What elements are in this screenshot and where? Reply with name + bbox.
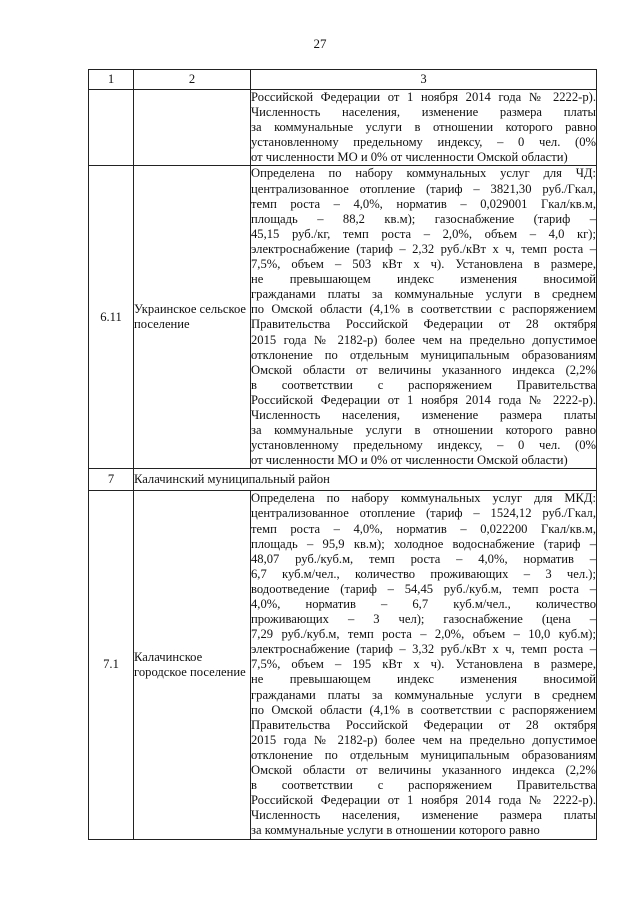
table-row (89, 491, 597, 839)
description-line: 45,15 руб./кг, темп роста – 2,0%, объем – 4,0 кг); (251, 226, 596, 241)
table-body (89, 70, 597, 840)
description-line: площадь – 95,9 кв.м); холодное водоснабжение (тариф – (251, 536, 596, 551)
description-line: Правительства Российской Федерации от 28 октября (251, 317, 596, 332)
section-number: 7 (89, 469, 134, 491)
description-line: Численность населения, изменение размера платы (251, 407, 596, 422)
description-line: 7,5%, объем – 195 кВт х ч). Установлена в размере, (251, 657, 596, 672)
description-line: электроснабжение (тариф – 2,32 руб./кВт х ч, темп роста – (251, 241, 596, 256)
description-line: Определена по набору коммунальных услуг для МКД: (251, 491, 596, 506)
description-line: Российской Федерации от 1 ноября 2014 года № 2222-р). (251, 392, 596, 407)
description-line: от численности МО и 0% от численности Омской области) (251, 150, 568, 165)
header-col-2: 2 (134, 70, 251, 90)
description-line: отклонение по отдельным муниципальным образованиям (251, 347, 596, 362)
description-line: Омской области от величины указанного индекса (2,2% (251, 362, 596, 377)
description-line: Численность населения, изменение размера платы (251, 105, 596, 120)
table-row (89, 90, 597, 166)
description-line: за коммунальные услуги в отношении которого равно (251, 423, 596, 438)
description-line: установленному предельному индексу, – 0 чел. (0% (251, 135, 596, 150)
row-number (89, 90, 134, 166)
description-line: за коммунальные услуги в отношении которого равно (251, 120, 596, 135)
description-line: в соответствии с распоряжением Правительства (251, 377, 596, 392)
description-line: отклонение по отдельным муниципальным образованиям (251, 747, 596, 762)
table-row (89, 166, 597, 469)
row-number: 6.11 (89, 166, 134, 469)
description-line: 7,29 руб./куб.м, темп роста – 2,0%, объем – 10,0 куб.м); (251, 627, 596, 642)
description-line: не превышающем индекс изменения вносимой (251, 272, 596, 287)
description-line: по Омской области (4,1% в соответствии с распоряжением (251, 302, 596, 317)
description-cell (251, 90, 597, 166)
description-cell (251, 166, 597, 469)
section-title: Калачинский муниципальный район (134, 469, 597, 491)
description-line: Определена по набору коммунальных услуг для ЧД: (251, 166, 596, 181)
description-line: электроснабжение (тариф – 3,32 руб./кВт х ч, темп роста – (251, 642, 596, 657)
description-line: 4,0%, норматив – 6,7 куб.м/чел., количество (251, 597, 596, 611)
description-line: от численности МО и 0% от численности Омской области) (251, 453, 568, 468)
description-line: 7,5%, объем – 503 кВт х ч). Установлена в размере, (251, 257, 596, 272)
description-line: Омской области от величины указанного индекса (2,2% (251, 763, 596, 778)
description-line: гражданами платы за коммунальные услуги в среднем (251, 687, 596, 702)
description-line: централизованное отопление (тариф – 1524,12 руб./Гкал, (251, 506, 596, 521)
description-line: водоотведение (тариф – 54,45 руб./куб.м, темп роста – (251, 581, 596, 596)
description-line: гражданами платы за коммунальные услуги в среднем (251, 287, 596, 302)
description-line: Российской Федерации от 1 ноября 2014 года № 2222-р). (251, 793, 596, 808)
description-line: централизованное отопление (тариф – 3821,30 руб./Гкал, (251, 181, 596, 196)
description-line: 48,07 руб./куб.м, темп роста – 4,0%, норматив – (251, 551, 596, 566)
municipality-name: Калачинское городское поселение (134, 491, 251, 839)
municipality-name: Украинское сельское поселение (134, 166, 251, 469)
table-header-row (89, 70, 597, 90)
description-line: 2015 года № 2182-р) более чем на предельно допустимое (251, 732, 596, 747)
description-line: не превышающем индекс изменения вносимой (251, 672, 596, 687)
description-line: 6,7 куб.м/чел., количество проживающих – 3 чел.); (251, 566, 596, 581)
section-row (89, 469, 597, 491)
description-line: за коммунальные услуги в отношении которого равно (251, 823, 540, 838)
description-line: темп роста – 4,0%, норматив – 0,029001 Гкал/кв.м, (251, 196, 596, 211)
description-line: в соответствии с распоряжением Правительства (251, 778, 596, 793)
description-line: проживающих – 3 чел); газоснабжение (цена – (251, 612, 596, 627)
description-line: установленному предельному индексу, – 0 чел. (0% (251, 438, 596, 453)
description-line: площадь – 88,2 кв.м); газоснабжение (тариф – (251, 211, 596, 226)
description-line: 2015 года № 2182-р) более чем на предельно допустимое (251, 332, 596, 347)
description-line: Российской Федерации от 1 ноября 2014 года № 2222-р). (251, 90, 596, 104)
description-cell (251, 491, 597, 839)
document-table (88, 69, 597, 840)
description-line: Правительства Российской Федерации от 28 октября (251, 717, 596, 732)
row-number: 7.1 (89, 491, 134, 839)
header-col-1: 1 (89, 70, 134, 90)
description-line: Численность населения, изменение размера платы (251, 808, 596, 823)
header-col-3: 3 (251, 70, 597, 90)
description-line: по Омской области (4,1% в соответствии с распоряжением (251, 702, 596, 717)
page-number: 27 (313, 36, 327, 51)
description-line: темп роста – 4,0%, норматив – 0,022200 Гкал/кв.м, (251, 521, 596, 536)
municipality-name (134, 90, 251, 166)
